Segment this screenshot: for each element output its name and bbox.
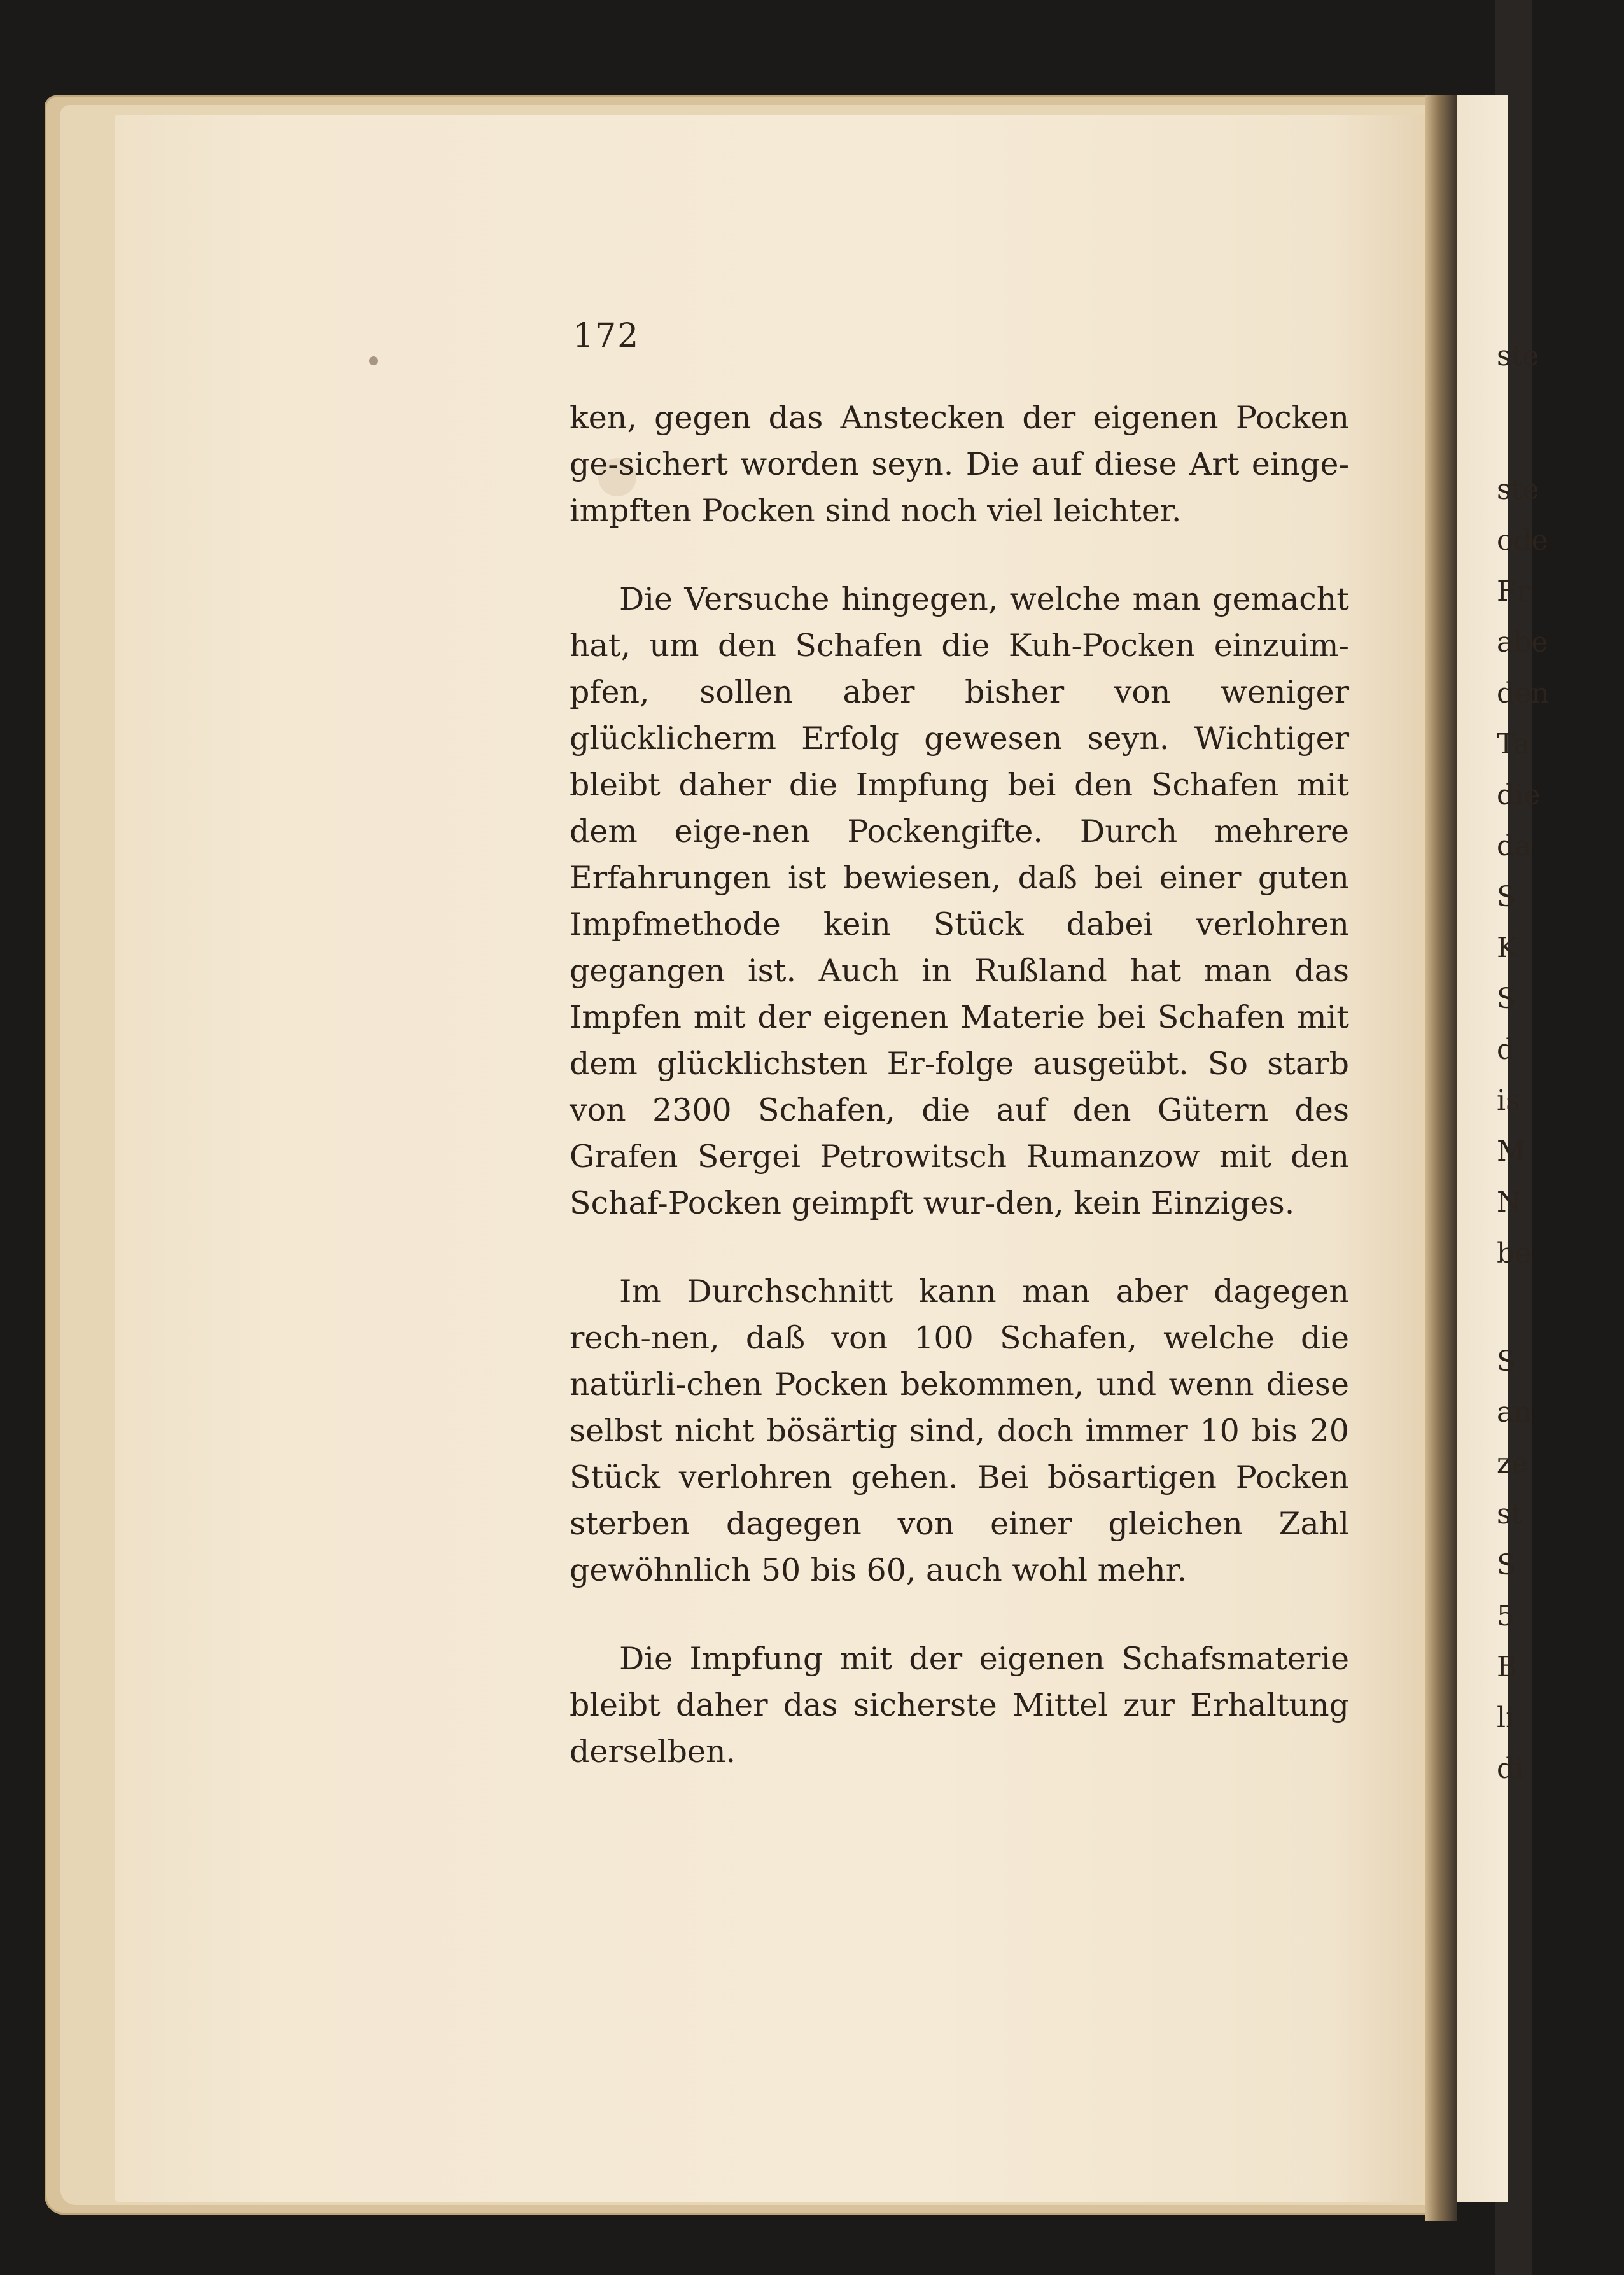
paper-stain [369, 356, 378, 365]
book-gutter [1425, 95, 1457, 2221]
facing-page-fragment: ze [1497, 1447, 1529, 1480]
facing-page-fragment: li [1497, 1702, 1515, 1734]
facing-page-fragment: S [1497, 1549, 1516, 1581]
facing-page-fragment: den [1497, 677, 1550, 710]
facing-page-fragment: B [1497, 1651, 1518, 1683]
facing-page-fragment: ste [1497, 473, 1539, 506]
paragraph: Die Impfung mit der eigenen Schafsmaterie bleibt daher das sicherste Mittel zur Erhaltung derselben. [570, 1641, 1349, 1770]
facing-page-fragment: K [1497, 932, 1518, 964]
paragraph: Die Versuche hingegen, welche man gemacht hat, um den Schafen die Kuh-Pocken einzuim-pfen, sollen aber bisher von weniger glücklicherm Erfolg gewesen seyn. Wichtiger bleibt daher die Impfung bei den Schafen mit dem eige-nen Pockengifte. Durch mehrere Erfahrungen ist bewiesen, daß bei einer guten Impfmethode kein Stück dabei verlohren gegangen ist. Auch in Rußland hat man das Impfen mit der eigenen Materie bei Schafen mit dem glücklichsten Er-folge ausgeübt. So starb von 2300 Schafen, die auf den Gütern des Grafen Sergei Petrowitsch Rumanzow mit den Schaf-Pocken geimpft wur-den, kein Einziges. [570, 581, 1349, 1221]
facing-page-fragment: abe [1497, 626, 1548, 659]
facing-page-fragment: S [1497, 1345, 1516, 1378]
facing-page-fragment: d [1497, 1033, 1515, 1066]
facing-page-fragment: die [1497, 779, 1541, 811]
facing-page-fragment: M [1497, 1135, 1526, 1168]
paragraph: ken, gegen das Anstecken der eigenen Pocken ge-sichert worden seyn. Die auf diese Art einge-impften Pocken sind noch viel leichter. [570, 400, 1349, 529]
facing-page-fragment: di [1497, 1753, 1524, 1785]
facing-page-fragment: st [1497, 1498, 1523, 1530]
page-text [570, 395, 1349, 1775]
facing-page-fragment: is [1497, 1084, 1520, 1117]
facing-page-fragment: N [1497, 1186, 1522, 1219]
facing-page-fragment: ode [1497, 524, 1548, 557]
facing-page-edge [1457, 95, 1550, 2202]
facing-page-fragment: be [1497, 1237, 1532, 1270]
facing-page-fragment: S [1497, 983, 1516, 1015]
page-number: 172 [573, 317, 640, 355]
facing-page-fragment: 5 [1497, 1600, 1515, 1632]
facing-page-fragment: ste [1497, 340, 1539, 372]
facing-page-fragment: an [1497, 1396, 1532, 1429]
facing-page-fragment: da [1497, 830, 1532, 862]
paragraph: Im Durchschnitt kann man aber dagegen rech-nen, daß von 100 Schafen, welche die natürli-chen Pocken bekommen, und wenn diese selbst nicht bösärtig sind, doch immer 10 bis 20 Stück verlohren gehen. Bei bösartigen Pocken sterben dagegen von einer gleichen Zahl gewöhnlich 50 bis 60, auch wohl mehr. [570, 1273, 1349, 1588]
facing-page-fragment: Fr [1497, 575, 1530, 608]
facing-page-fragment: Ta [1497, 728, 1530, 760]
facing-page-fragment: S [1497, 881, 1516, 913]
